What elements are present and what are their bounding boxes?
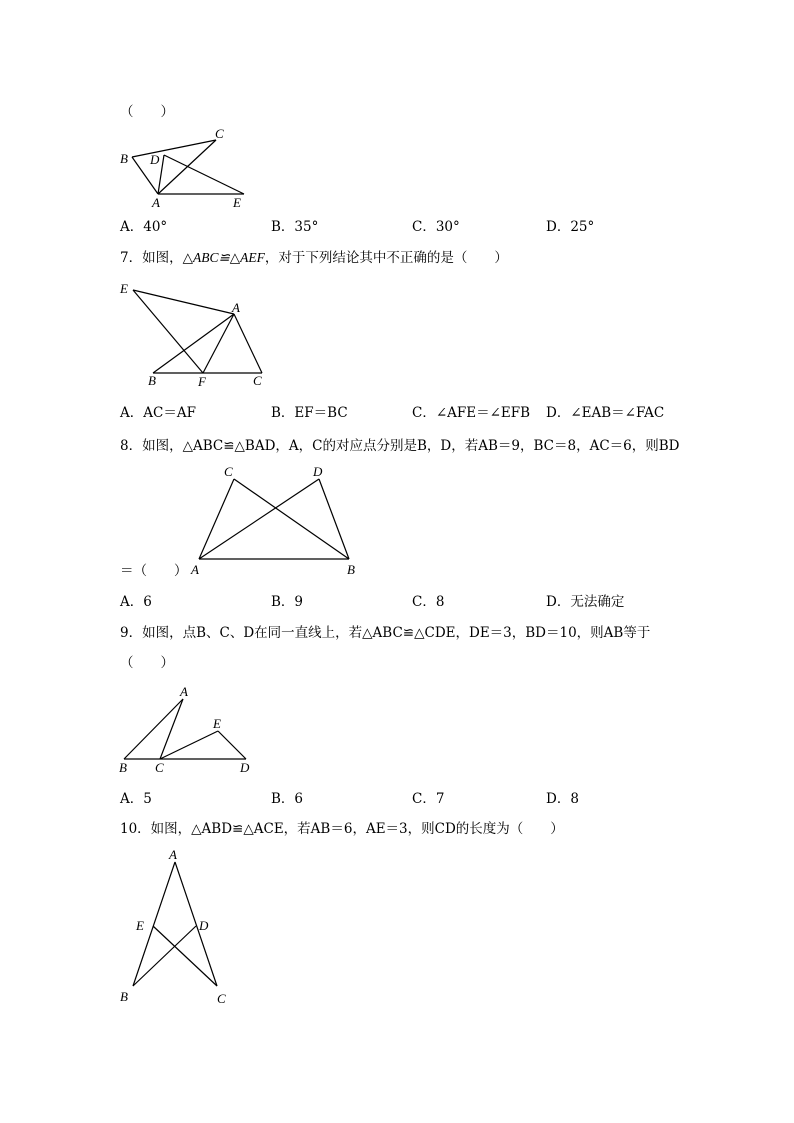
q8-label-c: C <box>224 464 233 479</box>
q9-label-b: B <box>119 760 127 775</box>
q7-congruence: △ABC≌△AEF <box>182 250 265 265</box>
q7-option-c: C．∠AFE＝∠EFB <box>412 405 531 421</box>
q7-tail: ，对于下列结论其中不正确的是（ ） <box>264 250 508 266</box>
q8-option-a: A．6 <box>120 594 152 610</box>
q7-label-a: A <box>232 300 240 315</box>
q9-label-a: A <box>180 684 188 699</box>
q6-label-e: E <box>233 195 241 210</box>
q10-label-c: C <box>217 991 226 1006</box>
q8-option-d: D．无法确定 <box>546 594 625 610</box>
q10-label-a: A <box>169 847 177 862</box>
q7-label-c: C <box>253 373 262 388</box>
q9-label-e: E <box>213 716 221 731</box>
q7-label-e: E <box>120 281 128 296</box>
q6-option-b: B．35° <box>271 219 319 235</box>
q7-number: 7．如图， <box>120 250 183 266</box>
q8-label-a: A <box>191 562 199 577</box>
q9-stem: 9．如图，点B、C、D在同一直线上，若△ABC≌△CDE，DE＝3，BD＝10，则AB等于 <box>120 625 651 641</box>
q9-label-d: D <box>240 760 250 775</box>
q8-option-b: B．9 <box>271 594 304 610</box>
q8-option-c: C．8 <box>412 594 445 610</box>
q8-answer-paren: ＝（ ） <box>120 563 188 579</box>
q10-label-b: B <box>120 989 128 1004</box>
q9-option-d: D．8 <box>546 791 579 807</box>
q9-option-c: C．7 <box>412 791 445 807</box>
q10-stem: 10．如图，△ABD≌△ACE，若AB＝6，AE＝3，则CD的长度为（ ） <box>120 821 564 837</box>
q8-label-d: D <box>313 464 323 479</box>
q9-label-c: C <box>155 760 164 775</box>
q10-label-e: E <box>136 918 144 933</box>
q6-label-b: B <box>120 151 128 166</box>
q6-option-c: C．30° <box>412 219 460 235</box>
q8-label-b: B <box>347 562 355 577</box>
q6-label-d: D <box>150 152 160 167</box>
q8-stem: 8．如图，△ABC≌△BAD，A，C的对应点分别是B，D，若AB＝9，BC＝8，AC＝6，则BD <box>120 438 680 454</box>
q7-label-b: B <box>148 373 156 388</box>
q6-option-a: A．40° <box>120 219 168 235</box>
q7-option-d: D．∠EAB＝∠FAC <box>546 405 665 421</box>
q6-option-d: D．25° <box>546 219 595 235</box>
q6-label-a: A <box>152 195 160 210</box>
q7-option-a: A．AC＝AF <box>120 405 196 421</box>
q6-answer-paren: （ ） <box>120 104 174 120</box>
q10-label-d: D <box>199 918 209 933</box>
q7-label-f: F <box>198 374 206 389</box>
q9-answer-paren: （ ） <box>120 655 174 671</box>
q9-option-a: A．5 <box>120 791 152 807</box>
q6-label-c: C <box>215 126 224 141</box>
q9-option-b: B．6 <box>271 791 304 807</box>
q7-option-b: B．EF＝BC <box>271 405 348 421</box>
